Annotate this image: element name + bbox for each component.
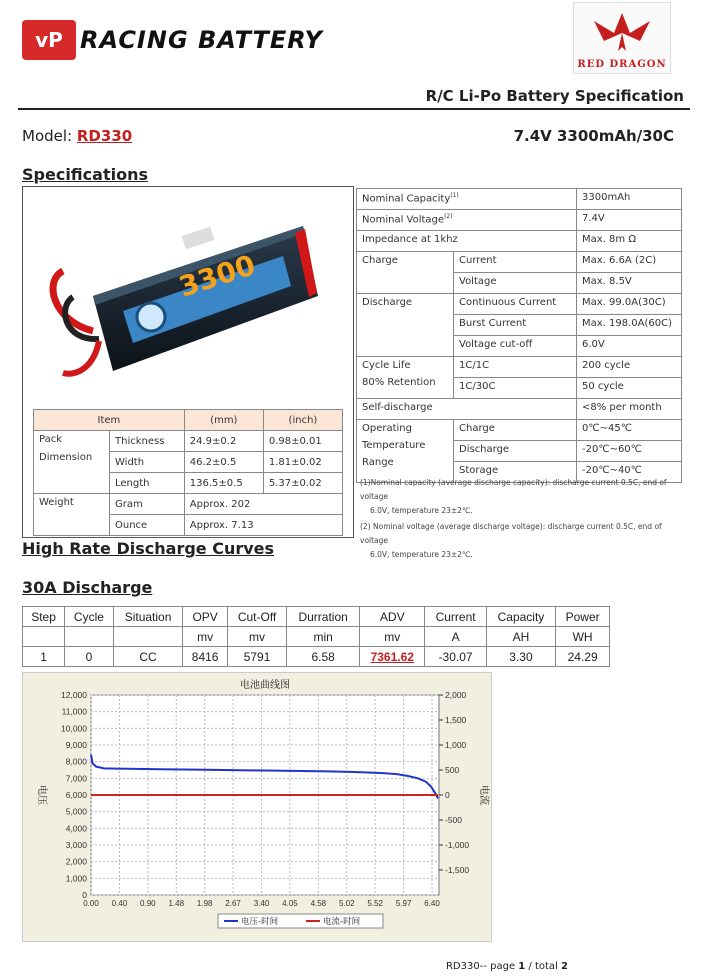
x-tick-label: 0.00 (83, 899, 99, 908)
spec-value: 200 cycle (577, 357, 682, 378)
note-2a: (2) Nominal voltage (average discharge voltage): discharge current 0.5C, end of voltage (360, 522, 662, 545)
model-label: Model: (22, 127, 73, 145)
x-tick-label: 0.90 (140, 899, 156, 908)
spec-value: 3300mAh (577, 189, 682, 210)
spec-label: Self-discharge (357, 399, 577, 420)
page-footer: RD330-- page 1 / total 2 (445, 961, 568, 972)
dim-row-inch: 1.81±0.02 (263, 452, 342, 473)
y-tick-label-left: 6,000 (65, 790, 87, 800)
y-tick-label-left: 8,000 (65, 756, 87, 767)
y-tick-label-left: 5,000 (65, 806, 87, 817)
brand-logo: RACING BATTERY (80, 26, 323, 54)
dimension-table (33, 409, 343, 536)
x-tick-label: 5.97 (395, 899, 412, 908)
spec-table (356, 188, 682, 483)
spec-sublabel: Discharge (454, 441, 577, 462)
discharge30-heading: 30A Discharge (22, 578, 153, 597)
y-tick-label-left: 3,000 (65, 840, 87, 850)
pack-dimension-label (34, 431, 110, 494)
spec-value: 6.0V (577, 336, 682, 357)
spec-sublabel: Voltage (454, 273, 577, 294)
y-tick-label-left: 2,000 (65, 856, 87, 867)
x-tick-label: 5.02 (338, 899, 355, 908)
x-tick-label: 5.52 (367, 899, 383, 908)
dim-row-name: Length (110, 473, 185, 494)
spec-value: Max. 6.6A (2C) (577, 252, 682, 273)
y-tick-label-left: 10,000 (61, 723, 87, 734)
chart-title: 电池曲线图 (240, 680, 290, 691)
y-tick-label-right: 1,500 (445, 715, 467, 725)
dim-header-mm: (mm) (184, 410, 263, 431)
discharge-header-row: Step Cycle Situation OPV Cut-Off Durration ADV Current Capacity Power (23, 607, 610, 627)
x-tick-label: 0.40 (111, 899, 128, 908)
model-value: RD330 (76, 127, 133, 145)
x-tick-label: 1.48 (168, 899, 185, 908)
legend-label: 电压-时间 (241, 917, 279, 927)
dim-header-item: Item (34, 410, 185, 431)
weight-row-name: Ounce (110, 515, 185, 536)
spec-label: Impedance at 1khz (357, 231, 577, 252)
y-tick-label-right: 1,000 (445, 740, 467, 750)
note-1a: (1)Nominal capacity (average discharge capacity): discharge current 0.5C, end of voltage (360, 478, 667, 501)
spec-sublabel: Charge (454, 420, 577, 441)
model-spec: 7.4V 3300mAh/30C (513, 127, 674, 145)
weight-row-value: Approx. 7.13 (184, 515, 342, 536)
y-tick-label-right: -1,500 (445, 865, 470, 875)
spec-sublabel: Voltage cut-off (454, 336, 577, 357)
x-tick-label: 4.58 (310, 899, 327, 908)
dim-row-name: Thickness (110, 431, 185, 452)
dim-row-name: Width (110, 452, 185, 473)
curves-heading: High Rate Discharge Curves (22, 539, 275, 558)
header-divider (18, 108, 690, 110)
y-axis-label-right: 电流 (478, 785, 489, 805)
battery-capacity-label: 3300 (174, 248, 260, 304)
document-title: R/C Li-Po Battery Specification (425, 87, 684, 105)
spec-sublabel: Burst Current (454, 315, 577, 336)
dim-row-mm: 46.2±0.5 (184, 452, 263, 473)
y-tick-label-left: 12,000 (61, 690, 87, 700)
weight-row-name: Gram (110, 494, 185, 515)
spec-sublabel: 1C/30C (454, 378, 577, 399)
spec-sublabel: Continuous Current (454, 294, 577, 315)
x-tick-label: 1.98 (196, 899, 213, 908)
y-tick-label-right: -1,000 (445, 840, 470, 850)
x-tick-label: 2.67 (225, 899, 241, 908)
battery-photo (33, 201, 338, 391)
spec-label: Nominal Capacity$^{(1)}$ (357, 189, 577, 210)
spec-value: -20℃~60℃ (577, 441, 682, 462)
dim-header-inch: (inch) (263, 410, 342, 431)
spec-label: Cycle Life 80% Retention (357, 357, 454, 399)
spec-label: Discharge (357, 294, 454, 357)
spec-sublabel: Storage (454, 462, 577, 483)
spec-value: -20℃~40℃ (577, 462, 682, 483)
spec-value: <8% per month (577, 399, 682, 420)
note-1b: 6.0V, temperature 23±2℃. (370, 506, 473, 515)
y-tick-label-left: 9,000 (65, 740, 87, 750)
specifications-heading: Specifications (22, 165, 148, 184)
y-tick-label-right: 0 (445, 790, 450, 800)
spec-label: Charge (357, 252, 454, 294)
discharge-chart (22, 672, 492, 942)
y-tick-label-left: 0 (82, 890, 87, 900)
model-line (22, 127, 132, 145)
spec-value: 0℃~45℃ (577, 420, 682, 441)
x-tick-label: 6.40 (424, 899, 440, 908)
spec-label: Nominal Voltage$^{(2)}$ (357, 210, 577, 231)
vp-logo-text: vP (35, 28, 63, 52)
weight-row-value: Approx. 202 (184, 494, 342, 515)
spec-value: 7.4V (577, 210, 682, 231)
discharge-units-row: mv mv min mv A AH WH (23, 627, 610, 647)
x-tick-label: 3.40 (253, 899, 270, 908)
discharge-table (22, 606, 610, 667)
dim-row-inch: 5.37±0.02 (263, 473, 342, 494)
red-dragon-text: RED DRAGON (577, 59, 667, 70)
spec-value: 50 cycle (577, 378, 682, 399)
spec-value: Max. 99.0A(30C) (577, 294, 682, 315)
y-tick-label-left: 11,000 (61, 706, 87, 717)
y-tick-label-right: 500 (445, 765, 460, 775)
y-tick-label-right: -500 (445, 815, 463, 825)
weight-label: Weight (34, 494, 110, 536)
product-box (22, 186, 354, 538)
spec-value: Max. 8.5V (577, 273, 682, 294)
dragon-icon (574, 3, 670, 59)
y-axis-label-left: 电压 (36, 785, 47, 805)
adv-value: 7361.62 (360, 647, 425, 667)
spec-sublabel: Current (454, 252, 577, 273)
dim-row-mm: 136.5±0.5 (184, 473, 263, 494)
red-dragon-logo (573, 2, 671, 74)
dim-row-mm: 24.9±0.2 (184, 431, 263, 452)
spec-value: Max. 8m Ω (577, 231, 682, 252)
spec-sublabel: 1C/1C (454, 357, 577, 378)
y-tick-label-left: 1,000 (65, 873, 87, 884)
chart-svg (23, 673, 491, 941)
spec-label: Operating Temperature Range (357, 420, 454, 483)
discharge-data-row: 1 0 CC 8416 5791 6.58 7361.62 -30.07 3.30 24.29 (23, 647, 610, 667)
dim-row-inch: 0.98±0.01 (263, 431, 342, 452)
y-tick-label-left: 4,000 (65, 823, 87, 834)
legend-label: 电流-时间 (323, 917, 361, 927)
note-2b: 6.0V, temperature 23±2℃. (370, 550, 473, 559)
spec-value: Max. 198.0A(60C) (577, 315, 682, 336)
vp-logo (22, 20, 76, 60)
dimension-label: Dimension (39, 452, 93, 463)
y-tick-label-right: 2,000 (445, 690, 467, 700)
x-tick-label: 4.05 (282, 899, 298, 908)
footnotes (360, 476, 690, 562)
y-tick-label-left: 7,000 (65, 773, 87, 784)
pack-label: Pack (39, 434, 62, 445)
